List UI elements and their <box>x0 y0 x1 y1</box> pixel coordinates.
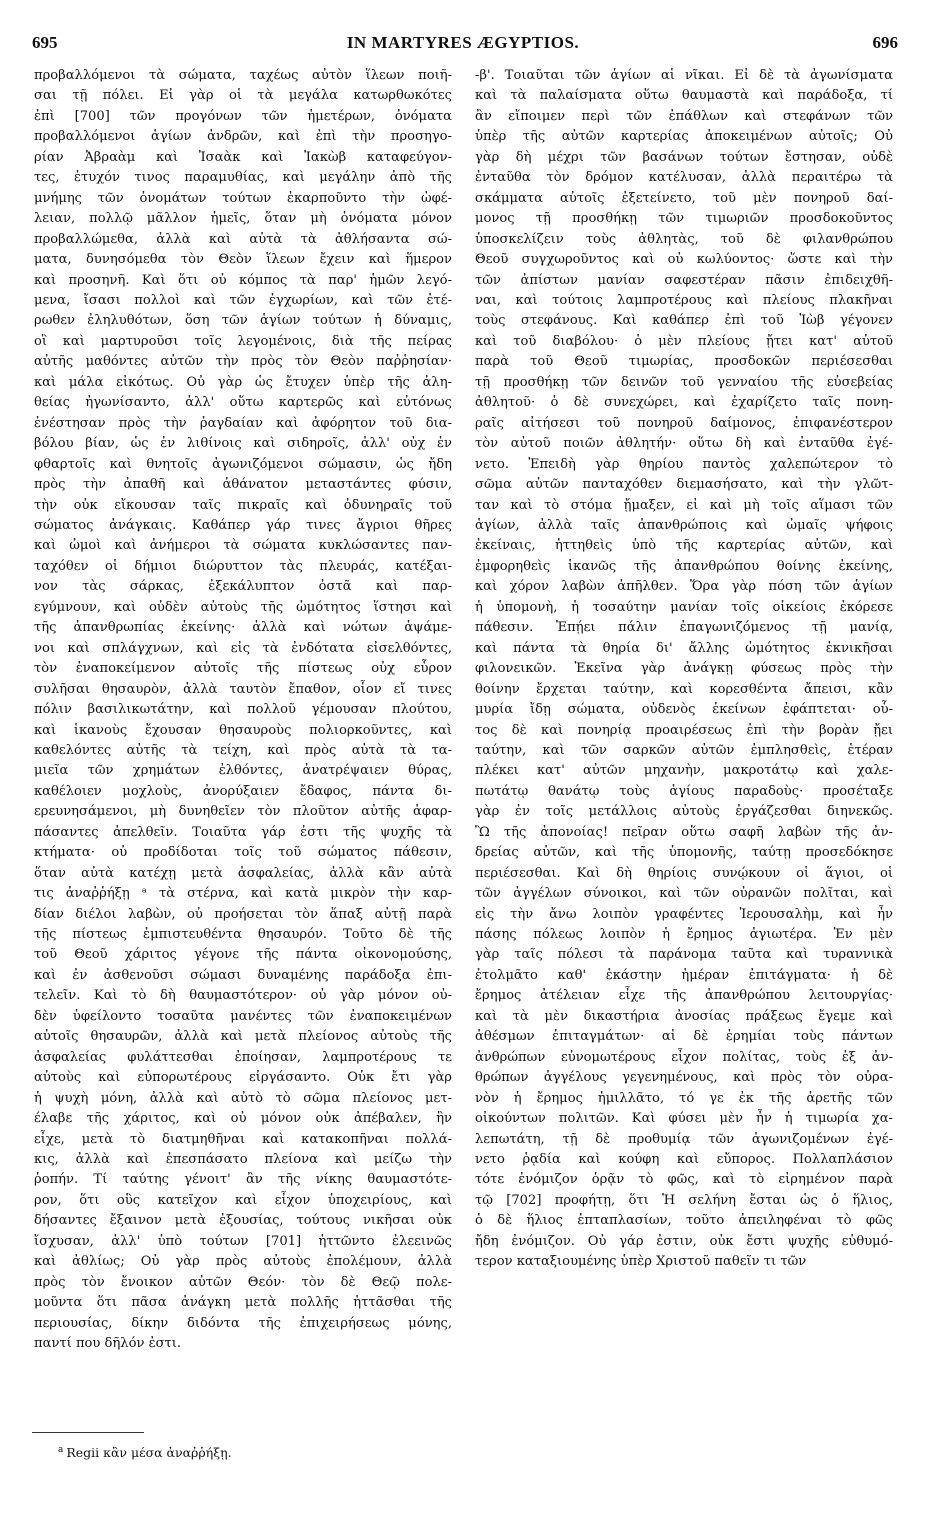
text-line: μοῦντα ὅτι πᾶσα ἀνάγκη μετὰ πολλῆς ἡττᾶσθαι τῆς <box>34 1295 452 1311</box>
text-line: ρον, ὅτι οὓς κατεῖχον καὶ εἶχον ὑποχειρίους, καὶ <box>34 1192 452 1208</box>
text-line: λειαν, πολλῷ μᾶλλον ἡμεῖς, ὅταν μὴ ὀνόματα μόνον <box>34 211 452 227</box>
text-line: εἰς τὴν ἄνω λοιπὸν γραφέντες Ἱερουσαλὴμ, καὶ ἦν <box>475 906 893 922</box>
text-line: ρωθεν ἐληλυθότων, ὅση τῶν ἁγίων τούτων ἡ δύναμις, <box>34 313 452 329</box>
text-line: θείας ἠγωνίσαντο, ἀλλ' οὕτω καρτερῶς καὶ εὐτόνως <box>34 395 452 411</box>
text-line: νετο. Ἐπειδὴ γὰρ θηρίου παντὸς χαλεπώτερον τὸ <box>475 456 893 472</box>
text-line: παρὰ τοῦ Θεοῦ τιμωρίας, προσδοκῶν περιέσεσθαι <box>475 354 893 370</box>
text-line: δρείας αὐτῶν, καὶ τῆς ὑπομονῆς, ταύτῃ προσεδόκησε <box>475 845 893 861</box>
text-line: ἐκείναις, ἡττηθεὶς ὑπὸ τῆς καρτερίας αὐτῶν, καὶ <box>475 538 893 554</box>
page-number-right: 696 <box>872 33 898 52</box>
text-line: δήσαντες ἔξαινον μετὰ ἐξουσίας, τούτους νικῆσαι οὐκ <box>34 1213 452 1229</box>
text-line: ἐμφορηθεὶς ἱκανῶς τῆς ἀπανθρώπου θοίνης ἐκείνης, <box>475 558 893 574</box>
text-line: τος δὲ καὶ πονηρίᾳ προαιρέσεως ἐπὶ τὴν βορὰν ᾔει <box>475 722 893 738</box>
text-line: ὅταν αὐτὰ κατέχῃ μετὰ ἀσφαλείας, ἀλλὰ κἂν αὐτὰ <box>34 865 452 881</box>
text-line: τις ἀναῤῥήξῃ ᵃ τὰ στέρνα, καὶ κατὰ μικρὸν τὴν καρ- <box>34 886 452 902</box>
text-line: ἐνταῦθα τὸν δρόμον κατέλυσαν, ἀλλὰ περαιτέρω τὰ <box>475 170 893 186</box>
text-line: τες, ἐτυχόν τινος παραμυθίας, καὶ μεγάλην ἀπὸ τῆς <box>34 170 452 186</box>
text-line: καὶ ἀθλίως; Οὐ γὰρ πρὸς αὐτοὺς ἐπολέμουν, ἀλλὰ <box>34 1254 452 1270</box>
text-line: καὶ τὰ παλαίσματα οὕτω θαυμαστὰ καὶ παράδοξα, τί <box>475 88 893 104</box>
left-text-column <box>34 66 452 1436</box>
text-line: καὶ τοῦ διαβόλου· ὁ μὲν πλείους ᾔτει κατ' αὐτοῦ <box>475 333 893 349</box>
text-line: παντί που δῆλόν ἐστι. <box>34 1336 182 1352</box>
text-line: σκάμματα αὐτοῖς ἐξετείνετο, τοῦ μὲν πονηροῦ δαί- <box>475 190 893 206</box>
text-line: γὰρ ταῖς πόλεσι τὰ παράνομα ταῦτα καὶ τυραννικὰ <box>475 947 893 963</box>
text-line: ἀσφαλείας φυλάττεσθαι ἐποίησαν, λαμπροτέρους τε <box>34 1049 452 1065</box>
text-line: προβαλλόμενοι τὰ σώματα, ταχέως αὐτὸν ἵλεων ποιῆ- <box>34 68 452 83</box>
text-line: προβαλλόμενοι ἁγίων ἀνδρῶν, καὶ ἐπὶ τὴν προσηγο- <box>34 129 452 145</box>
text-line: Θεοῦ συγχωροῦντος καὶ οὐ κωλύοντος· ὥστε καὶ τὴν <box>475 252 893 268</box>
right-text-column <box>475 66 893 1506</box>
text-line: γὰρ δὴ μέχρι τῶν βασάνων τούτων ἔστησαν, οὐδὲ <box>475 149 893 165</box>
text-line: πρὸς τὸν ἔνοικον αὐτῶν Θεόν· τὸν δὲ Θεῷ πολε- <box>34 1274 452 1290</box>
text-line: σαι τῇ πόλει. Εἰ γὰρ οἱ τὰ μεγάλα κατωρθωκότες <box>34 88 452 104</box>
text-line: ταύτην, καὶ τῶν σαρκῶν αὐτῶν ἐμπλησθεὶς, ἑτέραν <box>475 742 893 758</box>
text-line: ταν καὶ τὸ στόμα ᾔμαξεν, εἰ καὶ μὴ τοῖς αἵμασι τῶν <box>475 497 893 513</box>
text-line: -β'. Τοιαῦται τῶν ἁγίων αἱ νῖκαι. Εἰ δὲ τὰ ἀγωνίσματα <box>475 68 893 83</box>
text-line: καὶ χόρον λαβὼν ἀπῆλθεν. Ὅρα γὰρ πόση τῶν ἁγίων <box>475 579 893 595</box>
text-line: εγύμνουν, καὶ οὐδὲν αὐτοὺς τῆς ὠμότητος ἵστησι καὶ <box>34 599 452 615</box>
text-line: γὰρ ἐν τοῖς μετάλλοις αὐτοὺς ἐργάζεσθαι διηνεκῶς. <box>475 804 893 820</box>
text-line: τῆς πίστεως ἐμπιστευθέντα θησαυρόν. Τοῦτο δὲ τῆς <box>34 927 452 943</box>
text-line: συλῆσαι θησαυρὸν, ἀλλὰ ταυτὸν ἔπαθον, οἷον εἴ τινες <box>34 681 452 697</box>
text-line: μνήμης τῶν ὀνομάτων τούτων ἐκαρποῦντο τὴν ὠφέ- <box>34 190 452 206</box>
text-line: καθελόντες αὐτῆς τὰ τείχη, καὶ πρὸς αὐτὰ τὰ τα- <box>34 742 452 758</box>
text-line: ὑπὲρ τῆς αὐτῶν καρτερίας ἀποκειμένων αὐτοῖς; Οὐ <box>475 129 893 145</box>
footnote-marker: a <box>58 1445 64 1455</box>
text-line: τῇ προσθήκῃ τῶν δεινῶν τοῦ γενναίου τῆς εὐσεβείας <box>475 374 893 390</box>
text-line: ὁ δὲ ἥλιος ἑπταπλασίων, τοῦτο ἀπειληφέναι τὸ φῶς <box>475 1213 893 1229</box>
text-line: πόλιν βασιλικωτάτην, καὶ πολλοῦ γέμουσαν πλούτου, <box>34 702 452 718</box>
text-line: έλαβε τῆς χάριτος, καὶ οὐ μόνον οὐκ ἀπέβαλεν, ἣν <box>34 1111 452 1127</box>
text-line: καὶ ἱκανοὺς ἔχουσαν θησαυροὺς πολιορκοῦντες, καὶ <box>34 722 452 738</box>
text-line: περιέσεσθαι. Καὶ δὴ θηρίοις συνῴκουν οἱ ἅγιοι, οἱ <box>475 865 893 881</box>
text-line: ἡ ὑπομονὴ, ἡ τοσαύτην μανίαν τοῖς οἰκείοις ἐκόρεσε <box>475 599 893 615</box>
text-line: καὶ τὰ μὲν δικαστήρια ἀνοσίας πράξεως ἔγεμε καὶ <box>475 1008 893 1024</box>
text-line: σῶμα αὐτῶν πανταχόθεν διεμασήσατο, καὶ τὴν γλῶτ- <box>475 477 893 493</box>
text-line: ἀθέσμων ἐπιταγμάτων· αἱ δὲ ἐρημίαι τοὺς πάντων <box>475 1029 893 1045</box>
text-line: τὸν ἐναποκείμενον αὐτοῖς τῆς πίστεως οὐχ εὗρον <box>34 661 452 677</box>
page-number-left: 695 <box>32 33 58 52</box>
text-line: αὐτοῖς θησαυρῶν, ἀλλὰ καὶ μετὰ πλείονος αὐτοὺς τῆς <box>34 1029 452 1045</box>
text-line: ὑποσκελίζειν τοὺς ἀθλητὰς, τοῦ δὲ φιλανθρώπου <box>475 231 893 247</box>
text-line: τοῦ Θεοῦ χάριτος γέγονε τῆς πάντα οἰκονομούσης, <box>34 947 452 963</box>
text-line: τερον καταξιουμένης ὑπὲρ Χριστοῦ παθεῖν τι τῶν <box>475 1254 807 1270</box>
text-line: ερευνησάμενοι, μὴ δυνηθεῖεν τὸν πλοῦτον αὐτῆς ἀφαρ- <box>34 804 452 820</box>
text-line: καὶ ἐν ἀσθενοῦσι σώμασι δυναμένης παράδοξα ἐπι- <box>34 967 452 983</box>
text-line: φθαρτοῖς καὶ θνητοῖς ἀγωνιζόμενοι σώμασιν, ὡς ἤδη <box>34 456 452 472</box>
text-line: ναι, καὶ τούτοις λαμπροτέρους καὶ πλείους πλακῆναι <box>475 292 893 308</box>
text-line: πάσαντες ἀπελθεῖν. Τοιαῦτα γάρ ἐστι τῆς ψυχῆς τὰ <box>34 824 452 840</box>
text-line: ματα, δυνησόμεθα τὸν Θεὸν ἵλεων ἔχειν καὶ ἥμερον <box>34 252 452 268</box>
text-line: ἁγίων, ἀλλὰ ταῖς ἀπανθρώποις καὶ ὠμαῖς ψήφοις <box>475 517 893 533</box>
text-line: φιλονεικῶν. Ἐκεῖνα γὰρ ἀνάγκῃ φύσεως πρὸς τὴν <box>475 661 893 677</box>
footnote-text: Regii κἂν μέσα ἀναῤῥήξῃ. <box>66 1445 232 1461</box>
text-line: θοίνην ἔρχεται ταύτην, καὶ κορεσθέντα ἄπεισι, κἂν <box>475 681 893 697</box>
text-line: τοὺς στεφάνους. Καὶ καθάπερ ἐπὶ τοῦ Ἰὼβ γέγονεν <box>475 313 893 329</box>
text-line: εἶχε, μετὰ τὸ διατμηθῆναι καὶ κατακοπῆναι πολλά- <box>34 1131 452 1147</box>
text-line: καὶ πάντα τὰ θηρία δι' ἄλλης ὠμότητος ἐκνικῆσαι <box>475 640 893 656</box>
text-line: σώματος ἀνάγκαις. Καθάπερ γάρ τινες ἄγριοι θῆρες <box>34 517 452 533</box>
text-line: τὴν οὐκ εἴκουσαν ταῖς πικραῖς καὶ ὀδυνηραῖς τοῦ <box>34 497 452 513</box>
text-line: ἀθλητοῦ· ὁ δὲ συνεχώρει, καὶ ἐχαρίζετο ταῖς πονη- <box>475 395 893 411</box>
text-line: πάθεσιν. Ἐπῄει πάλιν ἐπαγωνιζόμενος τῇ μανίᾳ, <box>475 620 893 636</box>
text-line: ἂν εἴποιμεν περὶ τῶν ἐπάθλων καὶ στεφάνων τῶν <box>475 108 893 124</box>
text-line: πάσης πόλεως λοιπὸν ἡ ἔρημος ἁγιωτέρα. Ἐν μὲν <box>475 927 893 943</box>
text-line: νοι καὶ σπλάγχνων, καὶ εἰς τὰ ἐνδότατα εἰσελθόντες, <box>34 640 452 656</box>
text-line: αὐτοὺς καὶ εὐπορωτέρους εἰργάσαντο. Οὐκ ἔτι γὰρ <box>34 1070 452 1086</box>
text-line: καὶ προσηνῆ. Καὶ ὅτι οὐ κόμπος τὰ παρ' ἡμῶν λεγό- <box>34 272 452 288</box>
text-line: ἔρημος ἀτέλειαν εἶχε τῆς ἀπανθρώπου λειτουργίας· <box>475 988 893 1004</box>
text-line: ραῖς αἰτήσεσι τοῦ πονηροῦ δαίμονος, ἐπιφανέστερον <box>475 415 893 431</box>
text-line: τῶν ἀπίστων μανίαν σαφεστέραν πᾶσιν ἐπιδειχθῆ- <box>475 272 893 288</box>
text-line: προβαλλώμεθα, ἀλλὰ καὶ αὐτὰ τὰ ἀθλήσαντα σώ- <box>34 231 452 247</box>
text-line: ἴσχυσαν, ἀλλ' ὑπὸ τούτων [701] ἡττῶντο ἐλεεινῶς <box>34 1233 452 1249</box>
text-line: μενα, ἴσασι πολλοὶ καὶ τῶν ἐγχωρίων, καὶ τῶν ἐτέ- <box>34 292 452 308</box>
text-line: κις, ἀλλὰ καὶ ἐπεσπάσατο πλείονα καὶ μείζω τὴν <box>34 1152 452 1168</box>
text-line: τῷ [702] προφήτῃ, ὅτι Ἡ σελήνη ἔσται ὡς ὁ ἥλιος, <box>475 1192 893 1208</box>
text-line: μονος τῇ προσθήκῃ τῶν τιμωριῶν προσδοκοῦντος <box>475 211 893 227</box>
text-line: ἤδη ἐνόμιζον. Οὐ γάρ ἐστιν, οὐκ ἔστι ψυχῆς εὐθυμό- <box>475 1233 893 1249</box>
text-line: θρώπων ἀγγέλους γεγενημένους, καὶ πρὸς τὸν οὐρα- <box>475 1070 893 1086</box>
text-line: δίαν διέλοι λαβὼν, οὐ προήσεται τὸν ἅπαξ αὐτῇ παρὰ <box>34 906 452 922</box>
text-line: βόλου βίαν, ὡς ἐν λιθίνοις καὶ σιδηροῖς, ἀλλ' οὐχ ἐν <box>34 436 452 452</box>
running-header <box>22 33 904 55</box>
text-line: ἡ ψυχὴ μόνη, ἀλλὰ καὶ αὐτὸ τὸ σῶμα πλείονος μετ- <box>34 1090 452 1106</box>
text-line: μυρία ἴδῃ σώματα, οὐδενὸς ἐκείνων ἐφάπτεται· οὗ- <box>475 702 893 718</box>
text-line: ῥοπήν. Τί ταύτης γένοιτ' ἂν τῆς νίκης θαυμαστότε- <box>34 1172 452 1188</box>
text-line: τελεῖν. Καὶ τὸ δὴ θαυμαστότερον· οὐ γὰρ μόνον οὐ- <box>34 988 452 1004</box>
running-title: IN MARTYRES ÆGYPTIOS. <box>346 33 580 52</box>
footnote <box>58 1442 232 1461</box>
text-line: νετο ῥᾳδία καὶ κούφη καὶ εὔπορος. Πολλαπλάσιον <box>475 1152 893 1168</box>
text-line: οἳ καὶ μαρτυροῦσι τοῖς λεγομένοις, διὰ τῆς πείρας <box>34 333 452 349</box>
text-line: κτήματα· οὐ προδίδοται τοῖς τοῦ σώματος πάθεσιν, <box>34 845 452 861</box>
footnote-divider <box>32 1432 144 1433</box>
text-line: ταχόθεν οἱ δήμιοι διώρυττον τὰς πλευράς, κατέξαι- <box>34 558 452 574</box>
text-line: Ὢ τῆς ἀπονοίας! πεῖραν οὕτω σαφῆ λαβὼν τῆς ἀν- <box>475 824 893 840</box>
text-line: λεπωτάτη, τῇ δὲ προθυμίᾳ τῶν ἀγωνιζομένων ἐγέ- <box>475 1131 893 1147</box>
text-line: πλέκει κατ' αὐτῶν μηχανὴν, μακροτάτῳ καὶ χαλε- <box>475 763 893 779</box>
text-line: δὲν ὑφείλοντο τοσαῦτα μανέντες τῶν ἐναποκειμένων <box>34 1008 452 1024</box>
text-line: τῶν ἀγγέλων σύνοικοι, καὶ τῶν οὐρανῶν πολῖται, καὶ <box>475 886 893 902</box>
text-line: οἰκούντων πολιτῶν. Καὶ φύσει μὲν ἦν ἡ τιμωρία χα- <box>475 1111 893 1127</box>
text-line: νὸν ἡ ἔρημος ἡμιλλᾶτο, τό γε ἐκ τῆς ἀρετῆς τῶν <box>475 1090 893 1106</box>
text-line: ρίαν Ἀβραὰμ καὶ Ἰσαὰκ καὶ Ἰακὼβ καταφεύγον- <box>34 149 452 165</box>
text-line: καὶ ὠμοὶ καὶ ἀνήμεροι τὰ σώματα κυκλώσαντες παν- <box>34 538 452 554</box>
text-line: ἐτολμᾶτο καθ' ἑκάστην ἡμέραν ἐπιτάγματα· ἡ δὲ <box>475 967 893 983</box>
text-line: τὸν αὐτοῦ ποιῶν ἀθλητήν· οὕτω δὴ καὶ ἐνταῦθα ἐγέ- <box>475 436 893 452</box>
text-line: μιεῖα τῶν χρημάτων ἐλθόντες, ἀνατρέψαιεν θύρας, <box>34 763 452 779</box>
text-line: ἐνέστησαν πρὸς τὴν ῥαγδαίαν καὶ ἀφόρητον τοῦ δια- <box>34 415 452 431</box>
text-line: περιουσίας, δίκην διδόντα τῆς ἐπιχειρήσεως μόνης, <box>34 1315 452 1331</box>
text-line: ἐπὶ [700] τῶν προγόνων τῶν ἡμετέρων, ὀνόματα <box>34 108 452 124</box>
text-line: νον τὰς σάρκας, ἐξεκάλυπτον ὀστᾶ καὶ παρ- <box>34 579 452 595</box>
text-line: αὐτῆς μαθόντες αὐτῶν τὴν πρὸς τὸν Θεὸν παῤῥησίαν· <box>34 354 452 370</box>
text-line: τότε ἐνόμιζον ὁρᾷν τὸ φῶς, καὶ τὸ εἰρημένον παρὰ <box>475 1172 893 1188</box>
text-line: καὶ μάλα εἰκότως. Οὐ γὰρ ὡς ἔτυχεν ὑπὲρ τῆς ἀλη- <box>34 374 452 390</box>
text-line: πρὸς τὴν ἀπαθῆ καὶ ἀθάνατον μεταστάντες φύσιν, <box>34 477 452 493</box>
text-line: τῆς ἀπανθρωπίας ἐκείνης· ἀλλὰ καὶ νώτων ἀψάμε- <box>34 620 452 636</box>
text-line: καθέλοιεν μοχλοὺς, ἀνορύξαιεν ἔδαφος, πάντα δι- <box>34 783 452 799</box>
text-line: πωτάτῳ θανάτῳ τοὺς ἁγίους παραδοὺς· προσέταξε <box>475 783 893 799</box>
text-line: ἀνθρώπων εὐνομωτέρους εἶχον πολίτας, τοὺς ἐξ ἀν- <box>475 1049 893 1065</box>
